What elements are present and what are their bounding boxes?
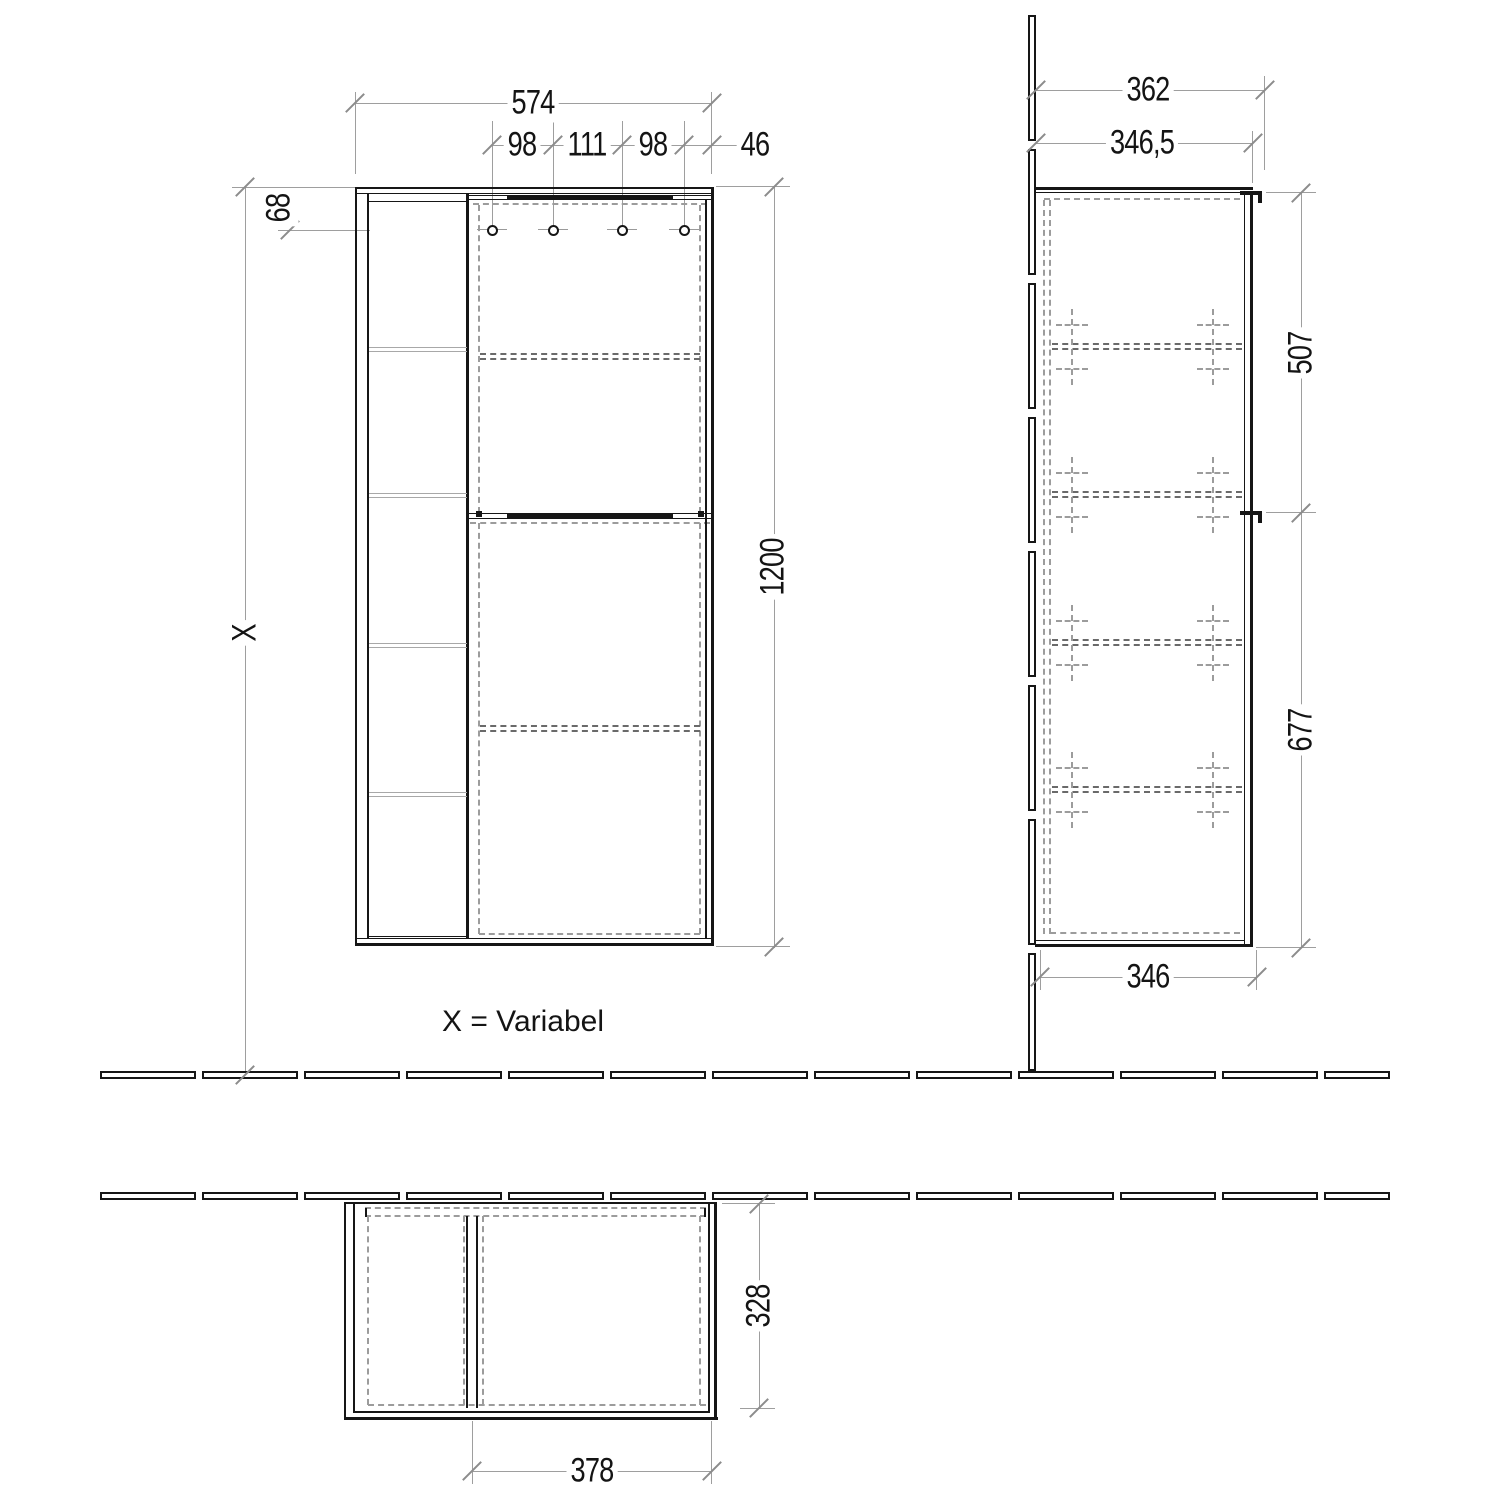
fv-dim-total-height: 1200 bbox=[754, 534, 793, 599]
fv-dim-hook-spacing-1: 98 bbox=[504, 126, 541, 165]
sv-dim-depth-body: 346,5 bbox=[1106, 124, 1178, 163]
fv-dim-hook-spacing-3: 98 bbox=[635, 126, 672, 165]
variable-height-note: X = Variabel bbox=[441, 1005, 605, 1038]
tv-dim-depth: 328 bbox=[740, 1281, 779, 1332]
tv-dim-door-width: 378 bbox=[567, 1452, 618, 1491]
sv-dim-depth-bottom: 346 bbox=[1123, 958, 1174, 997]
fv-dim-variable-height: X bbox=[226, 620, 265, 645]
fv-dim-hook-spacing-2: 111 bbox=[564, 126, 611, 165]
fv-dim-total-width: 574 bbox=[508, 84, 559, 123]
sv-dim-lower-section: 677 bbox=[1282, 705, 1321, 756]
fv-dim-top-inset: 68 bbox=[260, 190, 299, 227]
sv-dim-upper-section: 507 bbox=[1282, 328, 1321, 379]
fv-dim-hook-edge-offset: 46 bbox=[737, 126, 774, 165]
sv-dim-depth-with-rail: 362 bbox=[1123, 71, 1174, 110]
